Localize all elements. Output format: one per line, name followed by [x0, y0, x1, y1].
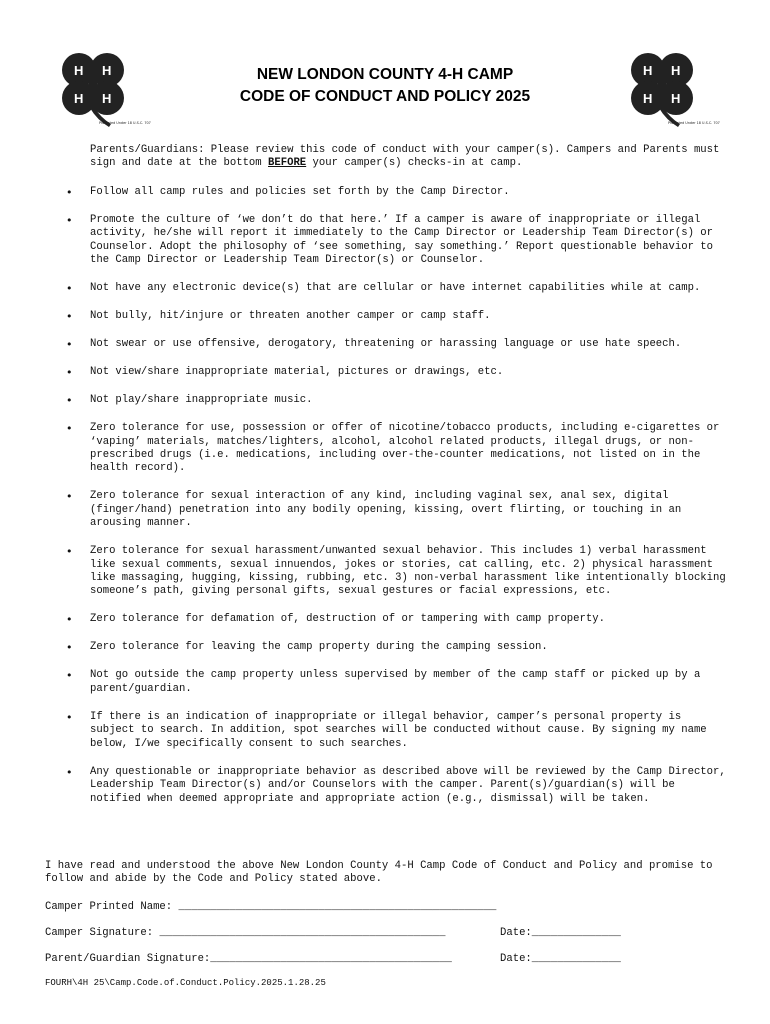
intro-text-after: your camper(s) checks-in at camp. — [306, 157, 523, 170]
camper-signature-field[interactable]: _____________________________________________ — [159, 927, 446, 939]
logo-caption: Protected Under 18 U.S.C. 707 — [668, 121, 720, 125]
title-line-2: CODE OF CONDUCT AND POLICY 2025 — [239, 88, 531, 105]
rule-item: • Follow all camp rules and policies set forth by the Camp Director. — [66, 186, 726, 199]
rule-item: • Zero tolerance for use, possession or offer of nicotine/tobacco products, including e-cigarettes or ‘vaping’ materials, matches/lighters, alcohol, alcohol related products, illegal drugs, or non-prescribed drugs (i.e. medications, including over-the-counter medications, not listed on in the health record). — [66, 422, 726, 476]
parent-date-group — [500, 953, 621, 966]
document-title — [150, 64, 620, 108]
rule-item: • Zero tolerance for defamation of, destruction of or tampering with camp property. — [66, 613, 726, 626]
rule-item: • Zero tolerance for sexual interaction of any kind, including vaginal sex, anal sex, digital (finger/hand) penetration into any bodily opening, kissing, overt flirting, or touching in an arousing manner. — [66, 490, 726, 530]
rule-item: • If there is an indication of inappropriate or illegal behavior, camper’s personal property is subject to search. In addition, spot searches will be conducted without cause. By signing my name below, I/we specifically consent to such searches. — [66, 711, 726, 751]
camper-name-row — [45, 901, 496, 914]
parent-signature-row — [45, 953, 725, 966]
title-line-1: NEW LONDON COUNTY 4-H CAMP — [256, 66, 514, 83]
parent-date-label: Date: — [500, 953, 532, 965]
rule-item: • Zero tolerance for leaving the camp property during the camping session. — [66, 641, 726, 654]
camper-signature-label: Camper Signature: — [45, 927, 160, 939]
rule-item: • Not go outside the camp property unless supervised by member of the camp staff or picked up by a parent/guardian. — [66, 669, 726, 696]
4h-clover-icon — [49, 48, 151, 132]
svg-text:H: H — [102, 63, 112, 78]
svg-text:H: H — [643, 91, 653, 106]
rules-list — [66, 186, 726, 821]
rule-item: • Not have any electronic device(s) that are cellular or have internet capabilities while at camp. — [66, 282, 726, 295]
camper-date-group — [500, 927, 621, 940]
camper-name-field[interactable]: __________________________________________________ — [178, 901, 497, 913]
svg-text:H: H — [74, 91, 84, 106]
camper-signature-row — [45, 927, 725, 940]
camper-date-field[interactable]: ______________ — [531, 927, 621, 939]
camper-name-label: Camper Printed Name: — [45, 901, 179, 913]
parent-signature-label: Parent/Guardian Signature: — [45, 953, 211, 965]
svg-text:H: H — [671, 91, 681, 106]
parent-signature-field[interactable]: ______________________________________ — [210, 953, 452, 965]
svg-text:H: H — [671, 63, 681, 78]
rule-item: • Any questionable or inappropriate behavior as described above will be reviewed by the Camp Director, Leadership Team Director(s) and/or Counselors with the camper. Parent(s)/guardian(s) will be notified when deemed appropriate and appropriate action (e.g., dismissal) will be taken. — [66, 766, 726, 806]
rule-item: • Promote the culture of ‘we don’t do that here.’ If a camper is aware of inappropriate or illegal activity, he/she will report it immediately to the Camp Director or Leadership Team Director(s) or Counselor. Adopt the philosophy of ‘see something, say something.’ Report questionable behavior to the Camp Director or Leadership Team Director(s) or Counselor. — [66, 214, 726, 268]
rule-item: • Not view/share inappropriate material, pictures or drawings, etc. — [66, 366, 726, 379]
footer-file-path: FOURH\4H 25\Camp.Code.of.Conduct.Policy.2025.1.28.25 — [45, 978, 326, 988]
rule-item: • Not swear or use offensive, derogatory, threatening or harassing language or use hate speech. — [66, 338, 726, 351]
rule-item: • Not play/share inappropriate music. — [66, 394, 726, 407]
svg-text:H: H — [102, 91, 112, 106]
intro-emphasis: BEFORE — [268, 157, 307, 170]
4h-clover-icon — [618, 48, 720, 132]
svg-text:H: H — [74, 63, 84, 78]
camper-date-label: Date: — [500, 927, 532, 939]
rule-item: • Zero tolerance for sexual harassment/unwanted sexual behavior. This includes 1) verbal harassment like sexual comments, sexual innuendos, jokes or stories, cat calling, etc. 2) physical harassment like massaging, hugging, kissing, rubbing, etc. 3) non-verbal harassment like intentionally blocking someone’s path, giving personal gifts, sexual gestures or facial expressions, etc. — [66, 545, 726, 599]
4h-clover-logo-right — [618, 48, 720, 132]
logo-caption: Protected Under 18 U.S.C. 707 — [99, 121, 151, 125]
intro-paragraph — [90, 144, 730, 171]
parent-date-field[interactable]: ______________ — [531, 953, 621, 965]
4h-clover-logo-left — [49, 48, 151, 132]
intro-text-before: Parents/Guardians: Please review this code of conduct with your camper(s). Campers and Parents must sign and date at the bottom — [90, 144, 720, 170]
acknowledgement-text: I have read and understood the above New London County 4-H Camp Code of Conduct and Policy and promise to follow and abide by the Code and Policy stated above. — [45, 860, 713, 886]
rule-item: • Not bully, hit/injure or threaten another camper or camp staff. — [66, 310, 726, 323]
svg-text:H: H — [643, 63, 653, 78]
